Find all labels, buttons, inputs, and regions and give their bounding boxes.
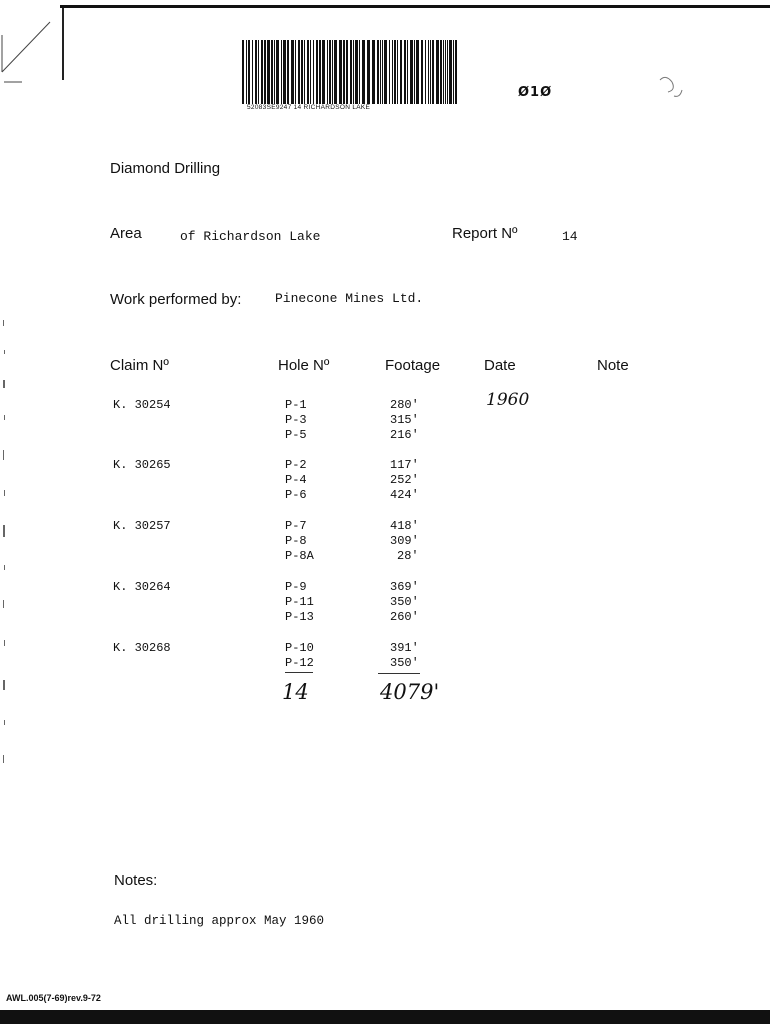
notes-label: Notes:	[114, 872, 158, 889]
area-value: of Richardson Lake	[180, 229, 321, 244]
footage-value: 369'	[390, 580, 419, 594]
report-number-label: Report Nº	[452, 225, 518, 242]
hole-number: P-13	[285, 610, 314, 624]
hole-list	[285, 519, 314, 564]
document-title: Diamond Drilling	[110, 160, 221, 177]
footage-value: 28'	[397, 549, 419, 563]
handwritten-footage-total: 4079'	[380, 680, 440, 704]
hole-number: P-2	[285, 458, 307, 472]
footage-value: 315'	[390, 413, 419, 427]
file-stamp-code: Ø1Ø	[518, 85, 553, 100]
footage-list	[390, 641, 419, 671]
column-header-date: Date	[484, 357, 516, 374]
handwritten-date: 1960	[486, 390, 530, 410]
footage-value: 418'	[390, 519, 419, 533]
form-code: AWL.005(7-69)rev.9-72	[6, 993, 101, 1003]
hole-list	[285, 458, 307, 503]
column-header-note: Note	[597, 357, 629, 374]
top-edge-rule	[60, 5, 770, 8]
footage-value: 424'	[390, 488, 419, 502]
footage-value: 216'	[390, 428, 419, 442]
work-performed-value: Pinecone Mines Ltd.	[275, 291, 424, 306]
bottom-edge-bar	[0, 1010, 770, 1024]
hole-number: P-8	[285, 534, 307, 548]
footage-list	[390, 458, 419, 503]
hole-number: P-12	[285, 656, 314, 670]
footage-value: 309'	[390, 534, 419, 548]
footage-value: 280'	[390, 398, 419, 412]
footage-value: 260'	[390, 610, 419, 624]
footage-value: 350'	[390, 595, 419, 609]
footage-total-rule	[378, 673, 420, 674]
footage-value: 350'	[390, 656, 419, 670]
claim-number: K. 30268	[113, 641, 171, 655]
column-header-hole: Hole Nº	[278, 357, 330, 374]
hole-number: P-11	[285, 595, 314, 609]
hole-number: P-6	[285, 488, 307, 502]
report-number-value: 14	[562, 229, 578, 244]
footage-value: 391'	[390, 641, 419, 655]
column-header-footage: Footage	[385, 357, 441, 374]
hole-number: P-5	[285, 428, 307, 442]
claim-number: K. 30254	[113, 398, 171, 412]
claim-number: K. 30257	[113, 519, 171, 533]
footage-list	[390, 580, 419, 625]
footage-value: 252'	[390, 473, 419, 487]
hole-total-rule	[285, 672, 313, 673]
claim-number: K. 30264	[113, 580, 171, 594]
barcode-caption: 52083SE9247 14 RICHARDSON LAKE	[247, 104, 371, 111]
hole-number: P-1	[285, 398, 307, 412]
hole-list	[285, 398, 307, 443]
footage-list	[390, 519, 419, 564]
footage-value: 117'	[390, 458, 419, 472]
work-performed-label: Work performed by:	[110, 291, 242, 308]
claim-number: K. 30265	[113, 458, 171, 472]
scan-edge-specks	[2, 320, 8, 780]
hole-number: P-7	[285, 519, 307, 533]
handwritten-hole-total: 14	[282, 680, 309, 704]
area-label: Area	[110, 225, 142, 242]
barcode-icon	[242, 40, 460, 104]
scribble-mark-icon	[650, 70, 690, 106]
hole-number: P-3	[285, 413, 307, 427]
hole-number: P-8A	[285, 549, 314, 563]
hole-number: P-10	[285, 641, 314, 655]
hole-list	[285, 580, 314, 625]
footage-list	[390, 398, 419, 443]
hole-number: P-4	[285, 473, 307, 487]
hole-list	[285, 641, 314, 671]
corner-mark-icon	[0, 0, 80, 100]
column-header-claim: Claim Nº	[110, 357, 169, 374]
hole-number: P-9	[285, 580, 307, 594]
notes-text: All drilling approx May 1960	[114, 914, 325, 928]
